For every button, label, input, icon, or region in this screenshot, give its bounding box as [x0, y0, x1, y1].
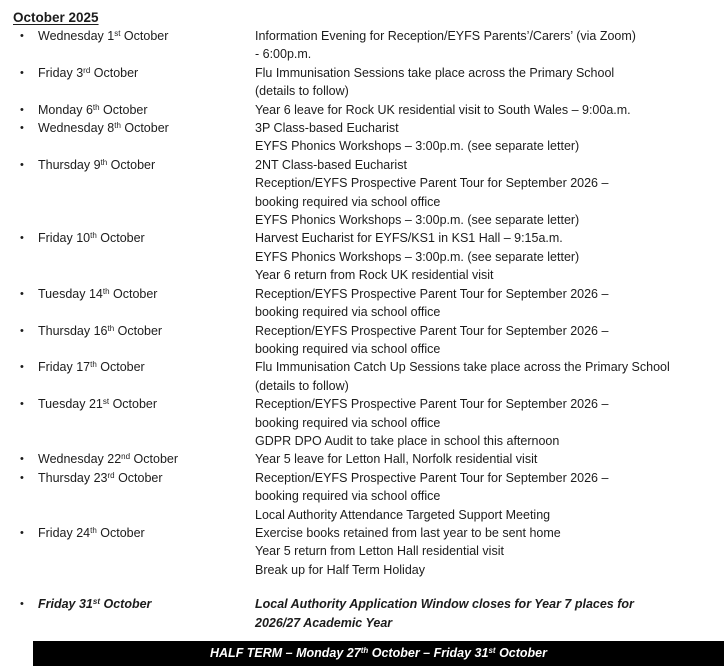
- event-line: 2NT Class-based Eucharist: [255, 157, 407, 172]
- bullet-marker-icon: •: [20, 471, 24, 484]
- event-row: [0, 27, 724, 64]
- bullet-marker-icon: •: [20, 453, 24, 466]
- event-line: Year 6 return from Rock UK residential visit: [255, 268, 494, 283]
- event-lines: [255, 229, 724, 284]
- event-lines: [255, 524, 724, 579]
- event-list: [0, 27, 724, 632]
- event-date: Friday 24th October: [38, 525, 145, 540]
- event-lines: [255, 64, 724, 101]
- bullet-marker-icon: •: [20, 324, 24, 337]
- bullet-marker-icon: •: [20, 66, 24, 79]
- bullet-marker-icon: •: [20, 232, 24, 245]
- event-date: Friday 10th October: [38, 231, 145, 246]
- event-row: [0, 358, 724, 395]
- event-line: Flu Immunisation Sessions take place across the Primary School: [255, 65, 615, 80]
- event-date: Wednesday 1st October: [38, 29, 169, 43]
- event-line: Reception/EYFS Prospective Parent Tour for September 2026 –: [255, 470, 609, 485]
- event-line: Local Authority Attendance Targeted Support Meeting: [255, 507, 551, 522]
- event-lines: [255, 27, 724, 64]
- event-line: Year 5 return from Letton Hall residential visit: [255, 544, 504, 559]
- event-line: (details to follow): [255, 84, 349, 99]
- event-date: Friday 3rd October: [38, 65, 139, 80]
- event-line: booking required via school office: [255, 489, 441, 504]
- event-line: 3P Class-based Eucharist: [255, 121, 399, 136]
- event-line: - 6:00p.m.: [255, 47, 312, 62]
- event-line: Harvest Eucharist for EYFS/KS1 in KS1 Hall – 9:15a.m.: [255, 231, 563, 246]
- event-lines: [255, 595, 724, 632]
- event-lines: [255, 285, 724, 322]
- event-row: [0, 156, 724, 230]
- half-term-banner-text: HALF TERM – Monday 27th October – Friday 31st October: [210, 646, 547, 660]
- event-line: Year 5 leave for Letton Hall, Norfolk residential visit: [255, 452, 538, 467]
- bullet-marker-icon: •: [20, 398, 24, 411]
- event-date: Friday 31st October: [38, 597, 152, 612]
- event-lines: [255, 322, 724, 359]
- event-date: Thursday 23rd October: [38, 470, 163, 485]
- event-lines: [255, 450, 724, 468]
- bullet-marker-icon: •: [20, 361, 24, 374]
- event-date: Wednesday 8th October: [38, 121, 169, 136]
- bullet-marker-icon: •: [20, 122, 24, 135]
- event-row: [0, 469, 724, 524]
- event-line: (details to follow): [255, 378, 349, 393]
- event-line: Break up for Half Term Holiday: [255, 562, 425, 577]
- event-row: [0, 395, 724, 450]
- event-line: Reception/EYFS Prospective Parent Tour for September 2026 –: [255, 397, 609, 412]
- event-line: 2026/27 Academic Year: [255, 615, 393, 630]
- event-line: booking required via school office: [255, 194, 441, 209]
- event-line: EYFS Phonics Workshops – 3:00p.m. (see separate letter): [255, 249, 580, 264]
- event-row: [0, 450, 724, 468]
- event-date: Wednesday 22nd October: [38, 452, 179, 467]
- event-row: [0, 119, 724, 156]
- event-line: Reception/EYFS Prospective Parent Tour for September 2026 –: [255, 286, 609, 301]
- bullet-marker-icon: •: [20, 598, 24, 611]
- event-row: [0, 595, 724, 632]
- event-line: Exercise books retained from last year to be sent home: [255, 525, 561, 540]
- event-date: Thursday 9th October: [38, 157, 156, 172]
- event-lines: [255, 101, 724, 119]
- page-title: October 2025: [13, 10, 99, 25]
- bullet-marker-icon: •: [20, 287, 24, 300]
- event-line: booking required via school office: [255, 415, 441, 430]
- event-date: Thursday 16th October: [38, 323, 163, 338]
- event-row: [0, 322, 724, 359]
- bullet-marker-icon: •: [20, 30, 24, 42]
- bullet-marker-icon: •: [20, 526, 24, 539]
- bullet-marker-icon: •: [20, 158, 24, 171]
- event-row: [0, 285, 724, 322]
- half-term-banner: [33, 641, 724, 666]
- event-line: Flu Immunisation Catch Up Sessions take place across the Primary School: [255, 360, 670, 375]
- event-lines: [255, 469, 724, 524]
- event-date: Tuesday 14th October: [38, 286, 158, 301]
- event-line: EYFS Phonics Workshops – 3:00p.m. (see separate letter): [255, 139, 580, 154]
- event-line: Reception/EYFS Prospective Parent Tour for September 2026 –: [255, 323, 609, 338]
- event-line: Information Evening for Reception/EYFS Parents’/Carers’ (via Zoom): [255, 29, 636, 43]
- event-lines: [255, 119, 724, 156]
- event-row: [0, 101, 724, 119]
- event-lines: [255, 156, 724, 230]
- event-row: [0, 229, 724, 284]
- event-line: Local Authority Application Window closes for Year 7 places for: [255, 597, 634, 612]
- event-line: EYFS Phonics Workshops – 3:00p.m. (see separate letter): [255, 213, 580, 228]
- event-date: Monday 6th October: [38, 102, 148, 117]
- event-row: [0, 524, 724, 579]
- event-line: booking required via school office: [255, 305, 441, 320]
- event-lines: [255, 358, 724, 395]
- event-line: booking required via school office: [255, 341, 441, 356]
- event-line: Year 6 leave for Rock UK residential visit to South Wales – 9:00a.m.: [255, 102, 631, 117]
- event-line: Reception/EYFS Prospective Parent Tour for September 2026 –: [255, 176, 609, 191]
- event-date: Tuesday 21st October: [38, 397, 158, 412]
- event-row: [0, 64, 724, 101]
- event-line: GDPR DPO Audit to take place in school this afternoon: [255, 433, 560, 448]
- event-lines: [255, 395, 724, 450]
- bullet-marker-icon: •: [20, 103, 24, 116]
- event-date: Friday 17th October: [38, 360, 145, 375]
